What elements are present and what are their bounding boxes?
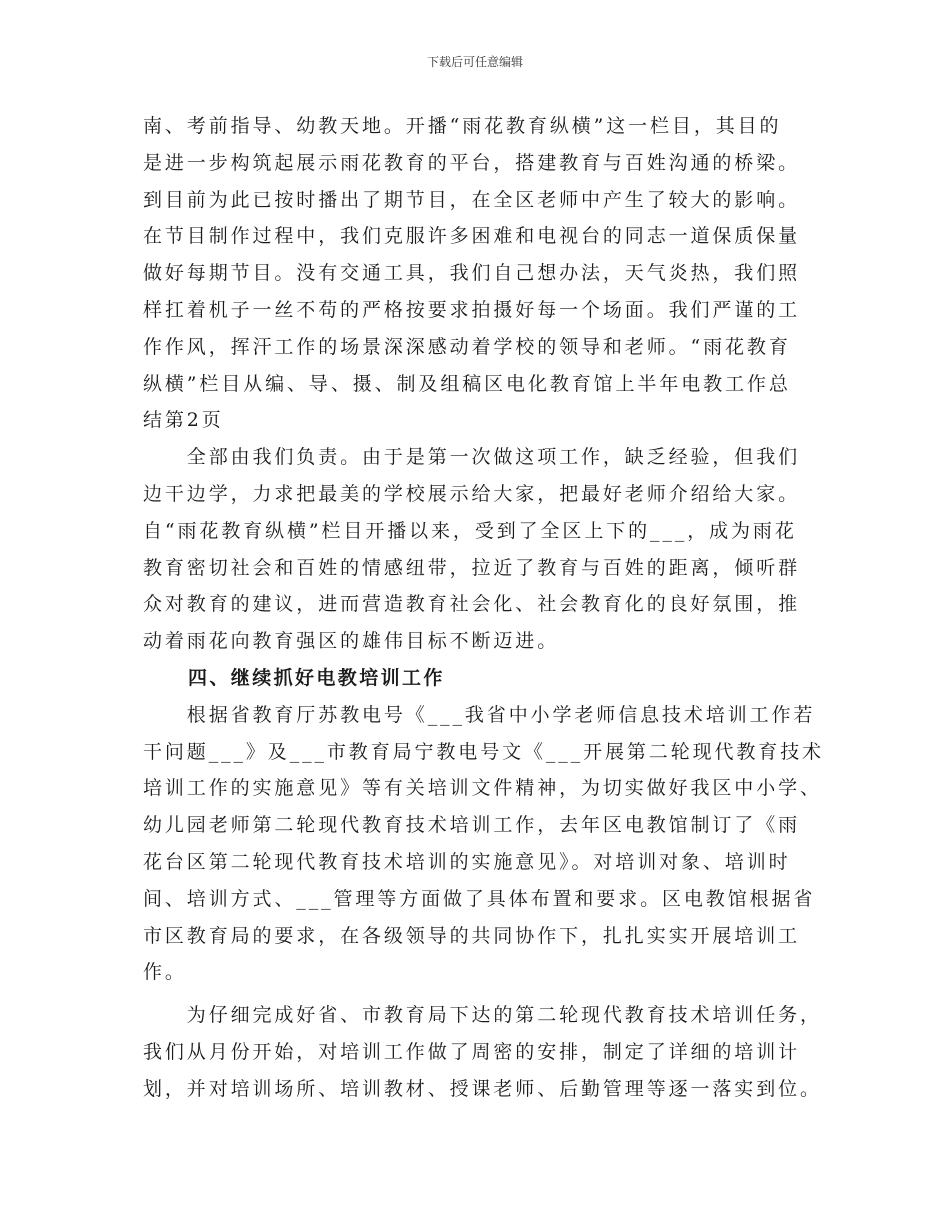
paragraph-training-policy: 根据省教育厅苏教电号《___我省中小学老师信息技术培训工作若 干问题___》及___市教育局宁教电号文《___开展第二轮现代教育技术 培训工作的实施意见》等有关培训文件精神，为切实做好我区中小学、 幼儿园老师第二轮现代教育技术培训工作，去年区电教馆制订了《雨 花台区第二轮现代教育技术培训的实施意见》。对培训对象、培训时 间、培训方式、___管理等方面做了具体布置和要求。区电教馆根据省 市区教育局的要求，在各级领导的共同协作下，扎扎实实开展培训工 作。 [143, 703, 825, 984]
paragraph-training-plan: 为仔细完成好省、市教育局下达的第二轮现代教育技术培训任务， 我们从月份开始，对培训工作做了周密的安排，制定了详细的培训计 划，并对培训场所、培训教材、授课老师、后勤管理等逐一落实到位。 [143, 1004, 822, 1100]
paragraph-column-responsibility: 全部由我们负责。由于是第一次做这项工作，缺乏经验，但我们 边干边学，力求把最美的学校展示给大家，把最好老师介绍给大家。 自“雨花教育纵横”栏目开播以来，受到了全区上下的___，成为雨花 教育密切社会和百姓的情感纽带，拉近了教育与百姓的距离，倾听群 众对教育的建议，进而营造教育社会化、社会教育化的良好氛围，推 动着雨花向教育强区的雄伟目标不断迈进。 [143, 446, 801, 653]
document-body [143, 108, 825, 1108]
page-header: 下载后可任意编辑 [426, 55, 523, 69]
section-heading: 四、继续抓好电教培训工作 [188, 666, 445, 689]
paragraph-continued: 南、考前指导、幼教天地。开播“雨花教育纵横”这一栏目，其目的 是进一步构筑起展示雨花教育的平台，搭建教育与百姓沟通的桥梁。 到目前为此已按时播出了期节目，在全区老师中产生了较大的影响。 在节目制作过程中，我们克服许多困难和电视台的同志一道保质保量 做好每期节目。没有交通工具，我们自己想办法，天气炎热，我们照 样扛着机子一丝不苟的严格按要求拍摄好每一个场面。我们严谨的工 作作风，挥汗工作的场景深深感动着学校的领导和老师。“雨花教育 纵横”栏目从编、导、摄、制及组稿区电化教育馆上半年电教工作总 结第2页 [143, 115, 801, 432]
